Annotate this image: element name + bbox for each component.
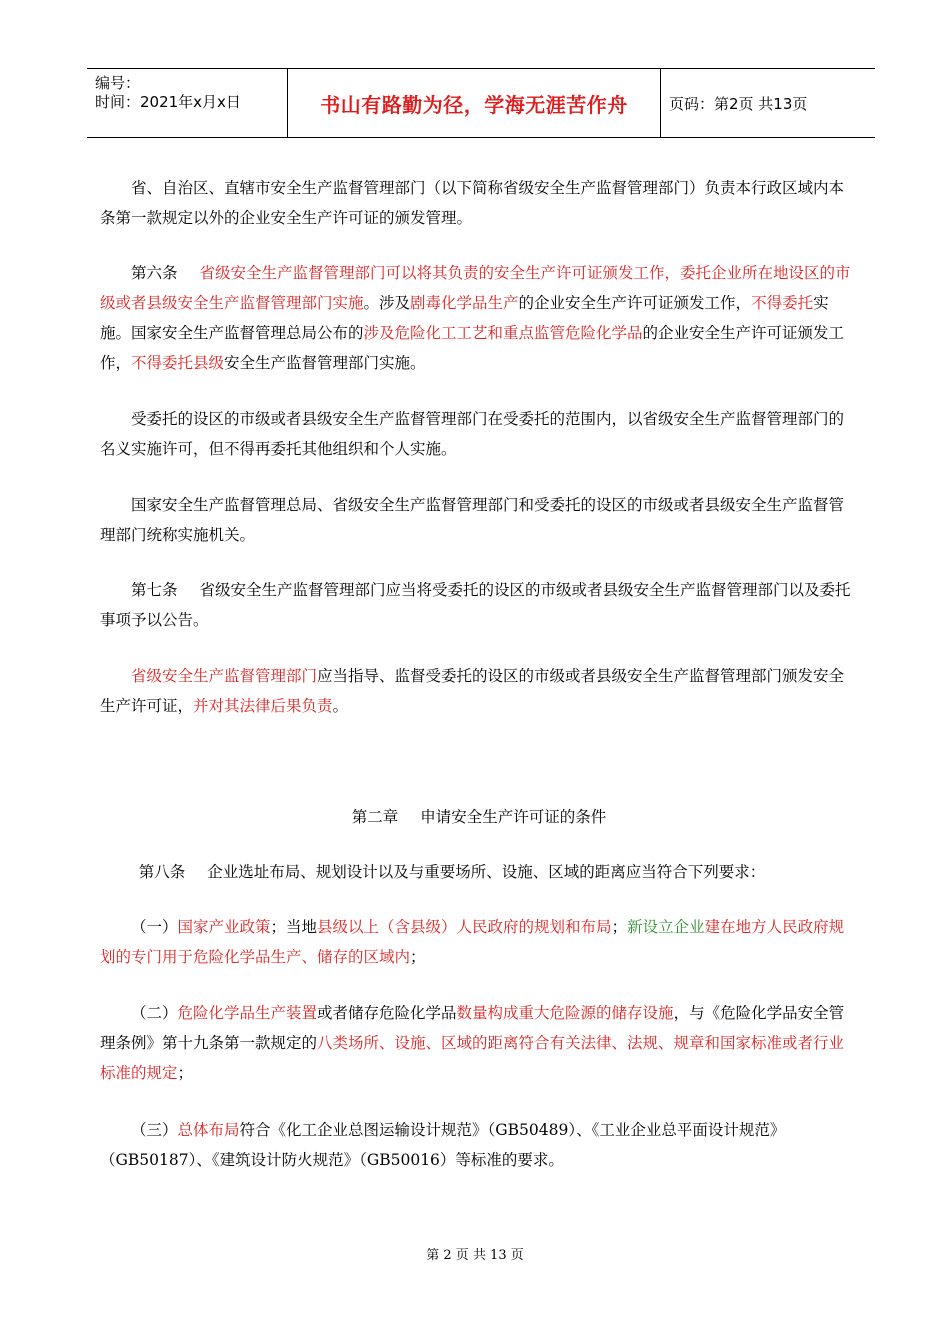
page-header	[87, 68, 875, 138]
article-number: 第七条	[131, 581, 178, 599]
header-meta-cell	[87, 69, 288, 137]
paragraph-4: 国家安全生产监督管理总局、省级安全生产监督管理部门和受委托的设区的市级或者县级安全生产监督管理部门统称实施机关。	[100, 496, 845, 544]
paragraph-item-2: （二）危险化学品生产装置或者储存危险化学品数量构成重大危险源的储存设施，与《危险化学品安全管理条例》第十九条第一款规定的八类场所、设施、区域的距离符合有关法律、法规、规章和国家标准或者行业标准的规定；	[100, 1004, 845, 1082]
paragraph-article-6: 第六条 省级安全生产监督管理部门可以将其负责的安全生产许可证颁发工作，委托企业所在地设区的市级或者县级安全生产监督管理部门实施。涉及剧毒化学品生产的企业安全生产许可证颁发工作，不得委托实施。国家安全生产监督管理总局公布的涉及危险化工工艺和重点监管危险化学品的企业安全生产许可证颁发工作，不得委托县级安全生产监督管理部门实施。	[100, 264, 851, 372]
number-label: 编号：	[95, 74, 141, 92]
paragraph-1: 省、自治区、直辖市安全生产监督管理部门（以下简称省级安全生产监督管理部门）负责本行政区域内本条第一款规定以外的企业安全生产许可证的颁发管理。	[100, 179, 845, 227]
paragraph-3: 受委托的设区的市级或者县级安全生产监督管理部门在受委托的范围内，以省级安全生产监督管理部门的名义实施许可，但不得再委托其他组织和个人实施。	[100, 410, 845, 458]
article-number: 第八条	[138, 863, 186, 881]
chapter-heading	[100, 802, 858, 832]
paragraph-6: 省级安全生产监督管理部门应当指导、监督受委托的设区的市级或者县级安全生产监督管理部门颁发安全生产许可证，并对其法律后果负责。	[100, 667, 845, 715]
article-number: 第六条	[131, 264, 178, 282]
chapter-number: 第二章	[351, 808, 399, 826]
paragraph-article-8: 第八条 企业选址布局、规划设计以及与重要场所、设施、区域的距离应当符合下列要求：	[138, 863, 766, 881]
paragraph-item-3: （三）总体布局符合《化工企业总图运输设计规范》（GB50489）、《工业企业总平面设计规范》（GB50187）、《建筑设计防火规范》（GB50016）等标准的要求。	[100, 1121, 786, 1169]
time-label: 时间：2021年x月x日	[95, 93, 241, 111]
paragraph-article-7: 第七条 省级安全生产监督管理部门应当将受委托的设区的市级或者县级安全生产监督管理部门以及委托事项予以公告。	[100, 581, 851, 629]
header-page-label: 页码：第2页 共13页	[669, 94, 808, 113]
chapter-title: 申请安全生产许可证的条件	[420, 808, 607, 826]
paragraph-item-1: （一）国家产业政策；当地县级以上（含县级）人民政府的规划和布局；新设立企业建在地方人民政府规划的专门用于危险化学品生产、储存的区域内；	[100, 918, 845, 966]
header-motto: 书山有路勤为径，学海无涯苦作舟	[288, 69, 661, 137]
page-footer: 第 2 页 共 13 页	[426, 1248, 524, 1263]
